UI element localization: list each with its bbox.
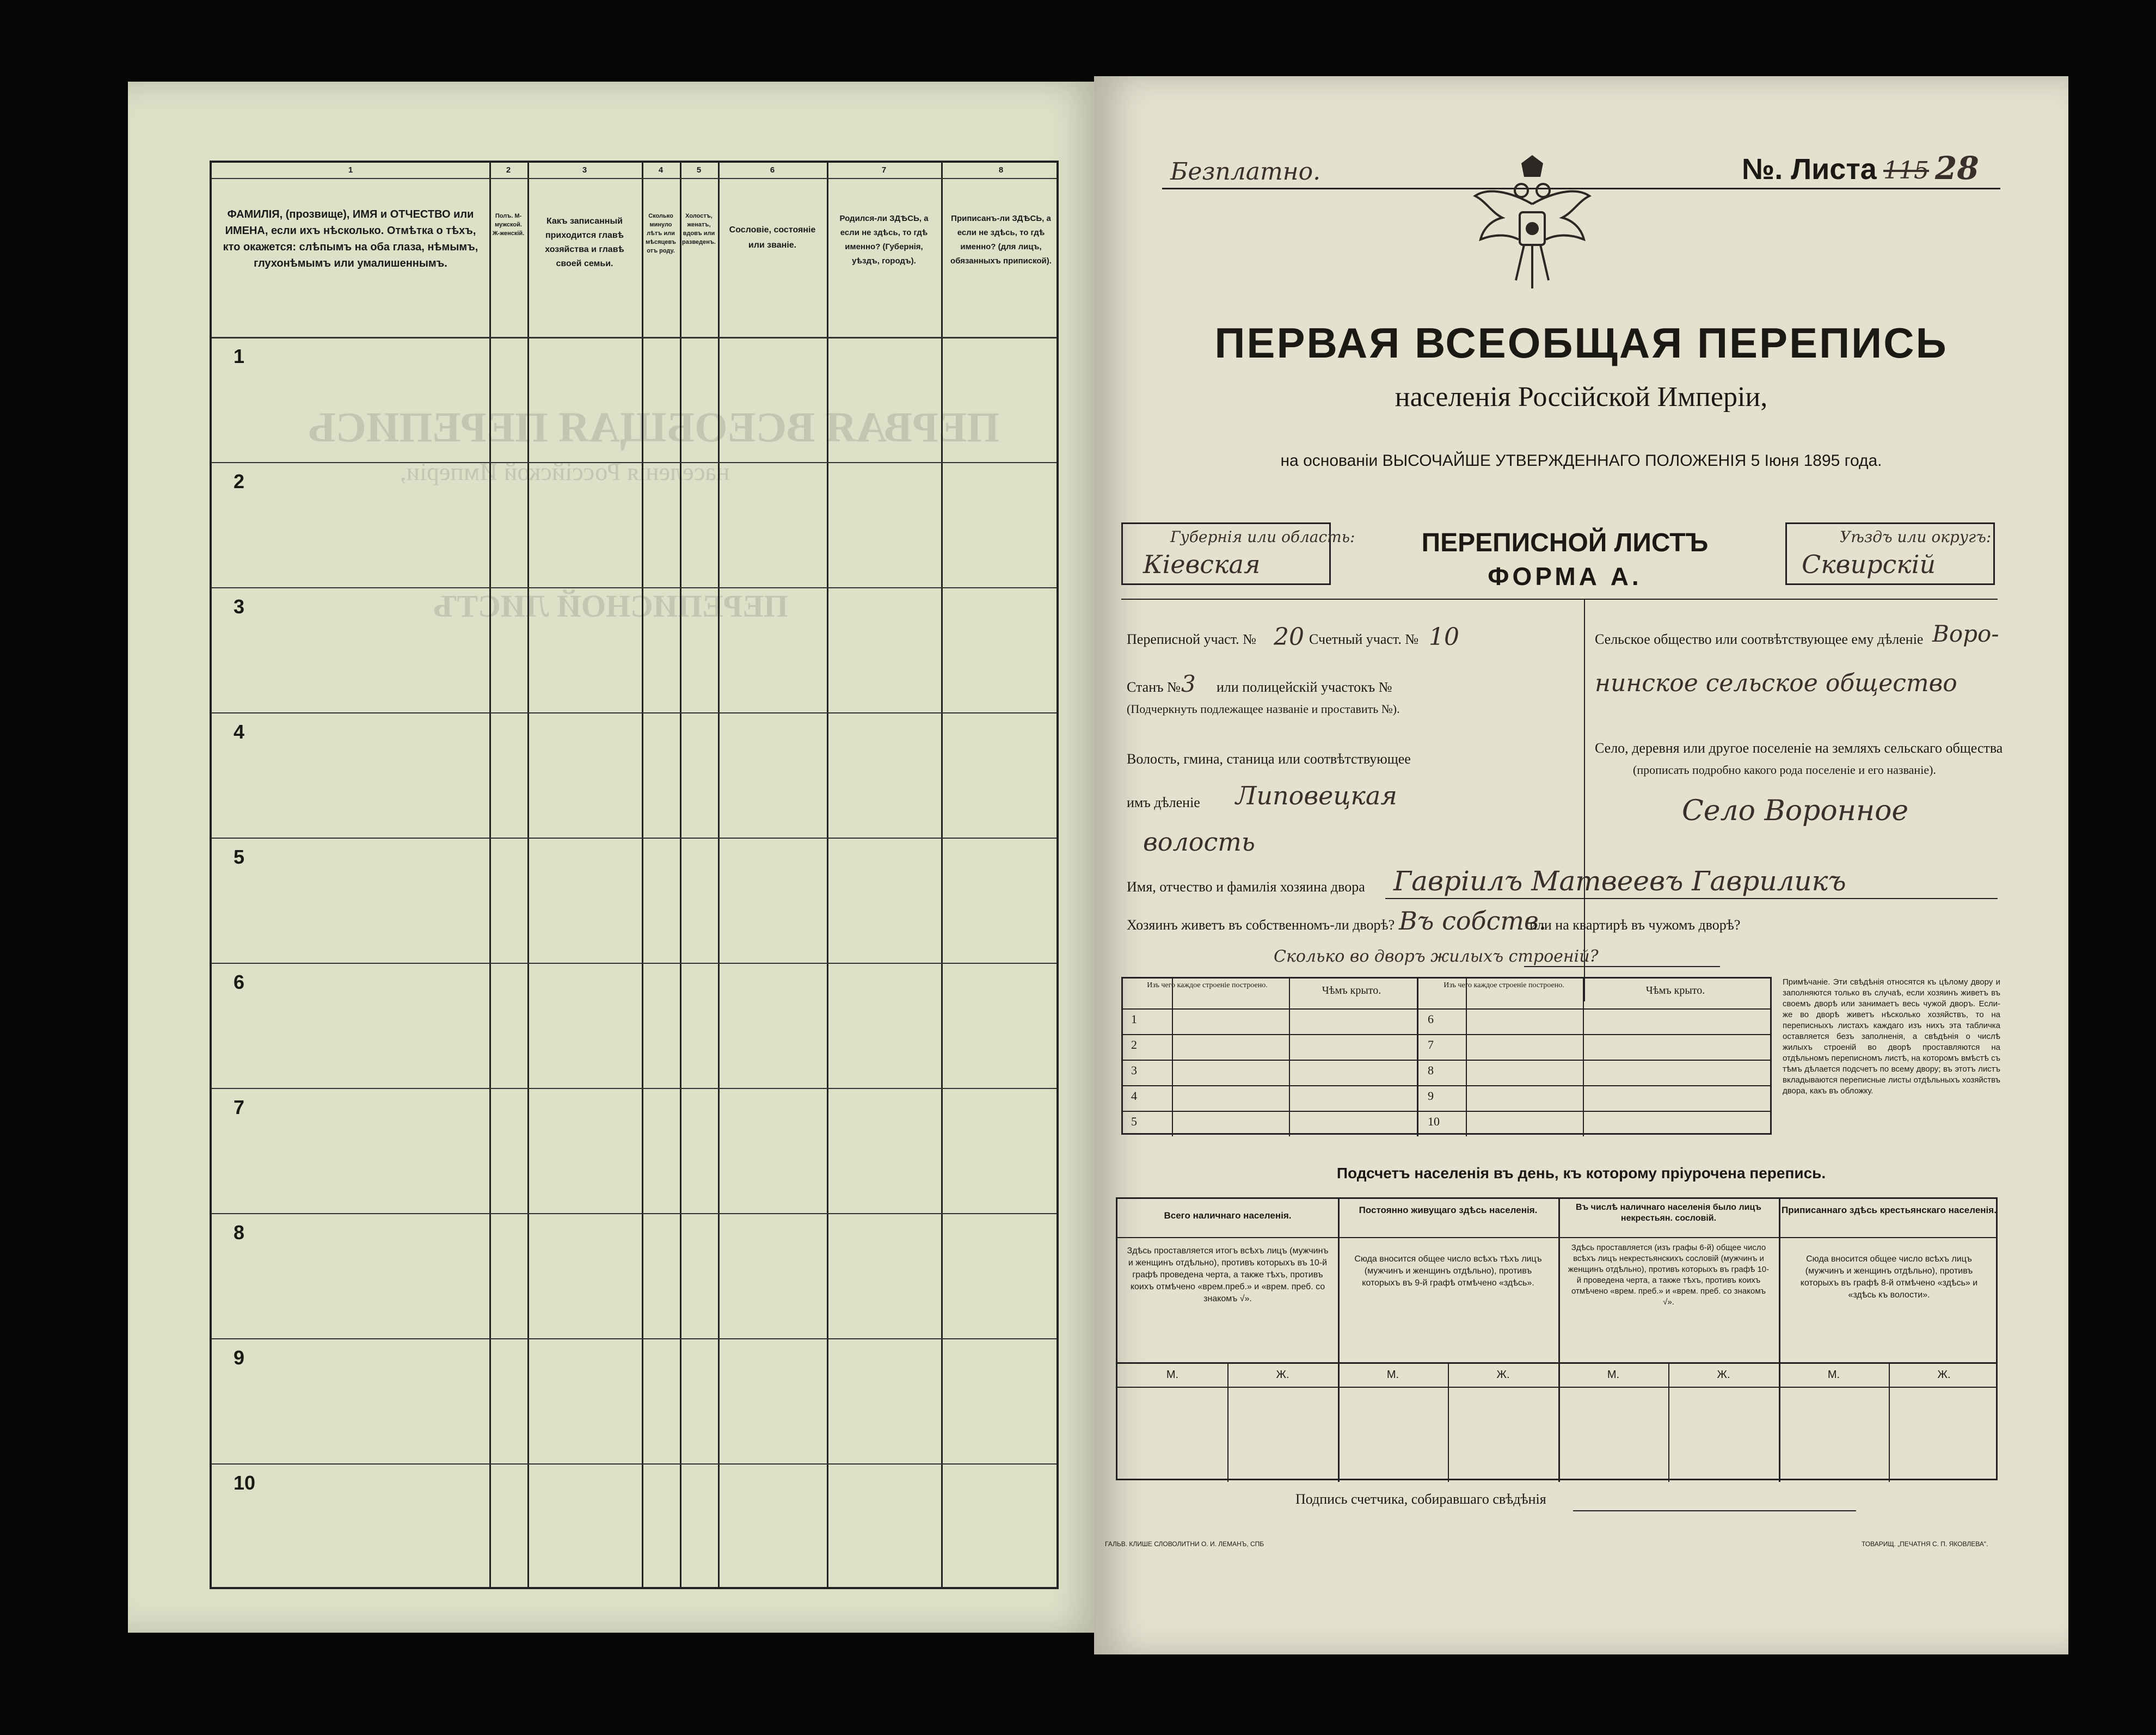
schetny-uchastok-value: 10 xyxy=(1429,623,1459,651)
footer-left: ГАЛЬВ. КЛИШЕ СЛОВОЛИТНИ О. И. ЛЕМАНЪ, СПБ xyxy=(1105,1540,1264,1548)
buildings-note: Примѣчаніе. Эти свѣдѣнія относятся къ цѣлому двору и заполняются только въ случаѣ, если хозяинъ живетъ въ своемъ дворѣ или занимаетъ весь чужой дворъ. Если-же во дворѣ живетъ нѣсколько хозяйствъ, то на переписныхъ листахъ каждаго изъ нихъ эта табличка оставляется безъ заполненія, а свѣдѣнія о числѣ жилыхъ строеній во дворѣ проставляются на отдѣльномъ переписномъ листѣ, на которомъ вмѣстѣ съ тѣмъ дѣлается подсчетъ по всему двору; въ этотъ листъ вкладываются переписные листы отдѣльныхъ хозяйствъ двора, какъ въ обложку. xyxy=(1783,977,2000,1096)
household-members-table xyxy=(210,161,1059,1589)
soc-value-1: Воро- xyxy=(1932,620,1999,647)
col-number-6: 6 xyxy=(770,165,775,175)
volost-label-2: имъ дѣленіе xyxy=(1127,795,1200,810)
count-head-registered: Приписаннаго здѣсь крестьянскаго населенія. xyxy=(1782,1205,1997,1215)
volost-value-2: волость xyxy=(1143,827,1255,857)
right-page xyxy=(1094,76,2068,1654)
form-title-line1: ПЕРЕПИСНОЙ ЛИСТЪ xyxy=(1421,528,1709,557)
col-number-8: 8 xyxy=(998,165,1004,175)
stan-value: 3 xyxy=(1181,670,1196,697)
census-uchastok-value: 20 xyxy=(1274,623,1304,651)
row-number-4: 4 xyxy=(234,721,245,743)
stan-label: Станъ № xyxy=(1127,679,1181,695)
bld-num-3: 3 xyxy=(1131,1063,1137,1077)
document-title: ПЕРВАЯ ВСЕОБЩАЯ ПЕРЕПИСЬ xyxy=(1214,319,1948,367)
bld-header-material-right: Изъ чего каждое строеніе построено. xyxy=(1444,981,1564,989)
col-number-4: 4 xyxy=(658,165,664,175)
count-m-4: М. xyxy=(1827,1369,1840,1381)
count-m-1: М. xyxy=(1166,1369,1179,1381)
bld-num-4: 4 xyxy=(1131,1089,1137,1103)
own-house-label: Хозяинъ живетъ въ собственномъ-ли дворѣ? xyxy=(1127,917,1395,933)
row-number-2: 2 xyxy=(234,470,245,493)
document-subtitle: населенія Россійской Имперіи, xyxy=(1395,382,1768,413)
own-house-rest: или на квартирѣ въ чужомъ дворѣ? xyxy=(1530,917,1741,933)
sheet-number-label: №. Листа xyxy=(1742,153,1877,186)
bld-num-7: 7 xyxy=(1428,1038,1434,1051)
signature-label: Подпись счетчика, собиравшаго свѣдѣнія xyxy=(1295,1491,1546,1507)
col-header-marital: Холостъ, женатъ, вдовъ или разведенъ. xyxy=(682,213,716,245)
selo-value: Село Воронное xyxy=(1682,795,1909,827)
uezd-value: Сквирскій xyxy=(1802,550,1936,579)
count-desc-permanent: Сюда вносится общее число всѣхъ тѣхъ лицъ (мужчинъ и женщинъ отдѣльно), противъ которыхъ въ 9-й графѣ отмѣчено «здѣсь». xyxy=(1354,1254,1542,1288)
col-number-1: 1 xyxy=(348,165,353,175)
imperial-eagle-icon xyxy=(1470,152,1595,294)
bld-header-roof-right: Чѣмъ крыто. xyxy=(1645,985,1705,996)
free-label: Безплатно. xyxy=(1170,158,1321,186)
bld-num-2: 2 xyxy=(1131,1038,1137,1051)
bleed-through-form: ПЕРЕПИСНОЙ ЛИСТЪ xyxy=(433,588,789,624)
row-number-7: 7 xyxy=(234,1096,245,1118)
volost-value-1: Липовецкая xyxy=(1236,781,1397,810)
buildings-label: Сколько во дворъ жилыхъ строеній? xyxy=(1274,947,1599,966)
left-page xyxy=(128,82,1102,1633)
count-head-total: Всего наличнаго населенія. xyxy=(1164,1210,1292,1221)
footer-right: ТОВАРИЩ. „ПЕЧАТНЯ С. П. ЯКОВЛЕВА". xyxy=(1862,1540,1988,1548)
bleed-through-title: ПЕРВАЯ ВСЕОБЩАЯ ПЕРЕПИСЬ xyxy=(308,403,1000,451)
owner-label: Имя, отчество и фамилія хозяина двора xyxy=(1127,879,1365,895)
row-number-1: 1 xyxy=(234,345,245,367)
bld-num-10: 10 xyxy=(1428,1115,1440,1128)
count-zh-1: Ж. xyxy=(1276,1369,1289,1381)
count-zh-3: Ж. xyxy=(1717,1369,1730,1381)
owner-value: Гавріилъ Матвеевъ Гавриликъ xyxy=(1393,865,1846,897)
gubernia-value: Кіевская xyxy=(1143,550,1261,579)
sheet-number-value: 28 xyxy=(1935,150,1979,187)
form-title-line2: ФОРМА А. xyxy=(1488,562,1642,590)
bld-num-1: 1 xyxy=(1131,1012,1137,1026)
population-count-table xyxy=(1116,1197,1998,1480)
row-number-8: 8 xyxy=(234,1221,245,1244)
count-m-2: М. xyxy=(1386,1369,1399,1381)
soc-value-2: нинское сельское общество xyxy=(1595,669,1957,697)
col-header-sex: Полъ. М-мужской. Ж-женскій. xyxy=(492,213,525,237)
bleed-through-subtitle: населенія Россійской Имперіи, xyxy=(400,458,730,485)
count-desc-total: Здѣсь проставляется итогъ всѣхъ лицъ (мужчинъ и женщинъ отдѣльно), противъ которыхъ въ 10-й графѣ проведена черта, а также тѣхъ, противъ коихъ отмѣчено «врем.преб.» и «врем. преб. со знакомъ √». xyxy=(1127,1246,1329,1303)
bld-header-roof-left: Чѣмъ крыто. xyxy=(1322,985,1381,996)
row-number-6: 6 xyxy=(234,971,245,993)
count-m-3: М. xyxy=(1607,1369,1620,1381)
row-number-10: 10 xyxy=(234,1472,256,1494)
col-number-5: 5 xyxy=(696,165,702,175)
volost-label-1: Волость, гмина, станица или соотвѣтствующее xyxy=(1127,751,1411,767)
bld-num-9: 9 xyxy=(1428,1089,1434,1103)
row-number-5: 5 xyxy=(234,846,245,868)
own-house-value: Въ собств. xyxy=(1399,906,1547,936)
col-number-3: 3 xyxy=(582,165,587,175)
soc-label: Сельское общество или соотвѣтствующее ему дѣленіе xyxy=(1595,631,1924,647)
legal-basis: на основаніи ВЫСОЧАЙШЕ УТВЕРЖДЕННАГО ПОЛОЖЕНІЯ 5 Іюня 1895 года. xyxy=(1280,452,1882,470)
bld-num-6: 6 xyxy=(1428,1012,1434,1026)
buildings-table xyxy=(1121,977,1772,1135)
col-header-relation: Какъ записанный приходится главѣ хозяйства и главѣ своей семьи. xyxy=(545,217,624,268)
col-header-estate: Сословіе, состояніе или званіе. xyxy=(729,225,816,250)
count-head-permanent: Постоянно живущаго здѣсь населенія. xyxy=(1359,1205,1538,1215)
col-header-name: ФАМИЛІЯ, (прозвище), ИМЯ и ОТЧЕСТВО или ИМЕНА, если ихъ нѣсколько. Отмѣтка о тѣхъ, кто окажется: слѣпымъ на оба глаза, нѣмымъ, глухонѣмымъ или умалишеннымъ. xyxy=(223,208,478,269)
stan-note: (Подчеркнуть подлежащее названіе и проставить №). xyxy=(1127,702,1400,716)
selo-note: (прописать подробно какого рода поселеніе и его названіе). xyxy=(1633,763,1936,777)
uezd-label: Уѣздъ или округъ: xyxy=(1840,528,1992,546)
count-desc-non-peasant: Здѣсь проставляется (изъ графы 6-й) общее число всѣхъ лицъ некрестьянскихъ сословій (мужчинъ и женщинъ отдѣльно), противъ которыхъ въ графѣ 10-й проведена черта, а также тѣхъ, противъ коихъ отмѣчено «врем. преб.» и «врем. преб. со знакомъ √». xyxy=(1568,1243,1770,1307)
row-number-9: 9 xyxy=(234,1346,245,1369)
census-uchastok-label: Переписной участ. № xyxy=(1127,631,1256,647)
schetny-uchastok-label: Счетный участ. № xyxy=(1309,631,1419,647)
count-title: Подсчетъ населенія въ день, къ которому пріурочена перепись. xyxy=(1336,1165,1826,1182)
col-header-registration: Приписанъ-ли ЗДѢСЬ, а если не здѣсь, то гдѣ именно? (для лицъ, обязанныхъ припиской). xyxy=(950,214,1052,266)
count-head-non-peasant: Въ числѣ наличнаго населенія было лицъ некрестьян. сословій. xyxy=(1576,1203,1761,1223)
count-zh-4: Ж. xyxy=(1937,1369,1951,1381)
col-header-age: Сколько минуло лѣтъ или мѣсяцевъ отъ роду. xyxy=(646,213,676,254)
count-desc-registered: Сюда вносится общее число всѣхъ лицъ (мужчинъ и женщинъ отдѣльно), противъ которыхъ въ графѣ 8-й отмѣчено «здѣсь» и «здѣсь къ волости». xyxy=(1800,1254,1978,1300)
row-number-3: 3 xyxy=(234,595,245,618)
count-zh-2: Ж. xyxy=(1496,1369,1510,1381)
bld-header-material-left: Изъ чего каждое строеніе построено. xyxy=(1147,981,1268,989)
bld-num-8: 8 xyxy=(1428,1063,1434,1077)
col-header-birthplace: Родился-ли ЗДѢСЬ, а если не здѣсь, то гдѣ именно? (Губернія, уѣздъ, городъ). xyxy=(839,214,929,266)
gubernia-label: Губернія или область: xyxy=(1170,528,1355,546)
sheet-number-struck: 115 xyxy=(1883,157,1929,184)
stan-rest: или полицейскій участокъ № xyxy=(1217,679,1392,695)
bld-num-5: 5 xyxy=(1131,1115,1137,1128)
col-number-7: 7 xyxy=(881,165,887,175)
col-number-2: 2 xyxy=(506,165,511,175)
selo-label: Село, деревня или другое поселеніе на земляхъ сельскаго общества xyxy=(1595,740,2003,756)
